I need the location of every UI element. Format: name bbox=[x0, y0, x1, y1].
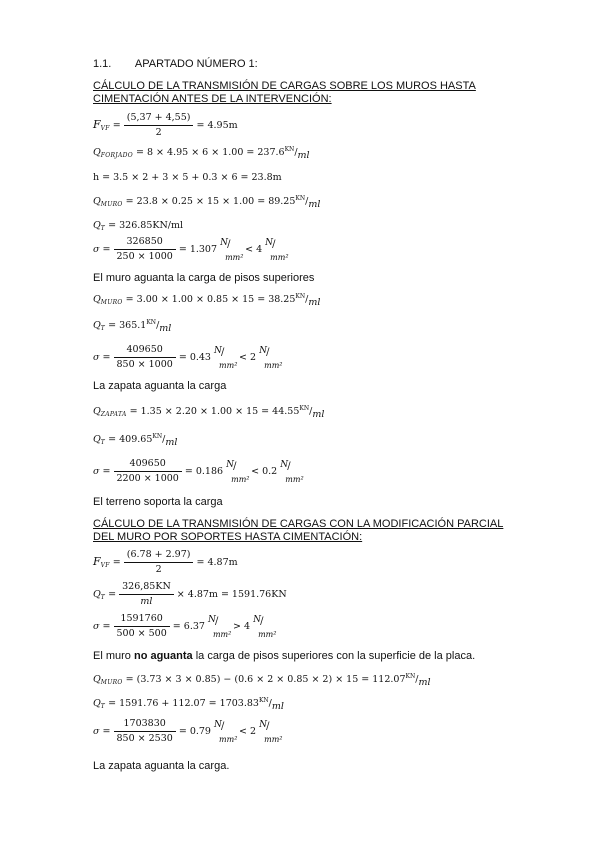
equation-qt-5: $Q_T = 1591.76 + 112.07 = 1703.83^{KN}/ml$ bbox=[93, 697, 284, 712]
equation-fvf-2: $F_{VF}$ = $\frac{(6.78 + 2.97)}{2}$ = 4.87m bbox=[93, 549, 238, 575]
equation-fvf: $F_{VF}$ = $\frac{(5,37 + 4,55)}{2}$ = 4.95m bbox=[93, 112, 238, 138]
equation-qt-4: $Q_T$ = $\frac{326,85KN}{ml}$ × 4.87m = 1591.76KN bbox=[93, 581, 287, 607]
equation-h: h = 3.5 × 2 + 3 × 5 + 0.3 × 6 = 23.8m bbox=[93, 172, 282, 183]
equation-qt-3: $Q_T = 409.65^{KN}/ml$ bbox=[93, 433, 178, 448]
equation-q-muro-2: $Q_{MURO} = 3.00 \times 1.00 \times 0.85 \times 15 = 38.25^{KN}/ml$ bbox=[93, 293, 321, 308]
equation-q-muro: $Q_{MURO} = 23.8 \times 0.25 \times 15 \times 1.00 = 89.25^{KN}/ml$ bbox=[93, 195, 321, 210]
equation-q-zapata: $Q_{ZAPATA} = 1.35 \times 2.20 \times 1.00 \times 15 = 44.55^{KN}/ml$ bbox=[93, 405, 325, 420]
text-zapata-aguanta-2: La zapata aguanta la carga. bbox=[93, 760, 230, 772]
text-muro-aguanta: El muro aguanta la carga de pisos superiores bbox=[93, 272, 315, 284]
equation-sigma-5: σ = $\frac{1703830}{850 \times 2530}$ = 0.79 N / mm² < 2 N / mm² bbox=[93, 718, 283, 744]
section-number: 1.1. bbox=[93, 58, 112, 70]
text-muro-no-aguanta: El muro no aguanta la carga de pisos superiores con la superficie de la placa. bbox=[93, 650, 476, 662]
equation-q-muro-3: $Q_{MURO} = (3.73 \times 3 \times 0.85) - (0.6 \times 2 \times 0.85 \times 2) \times 15 = 112.07^{KN}/ml$ bbox=[93, 673, 431, 688]
section2-title-line2: DEL MURO POR SOPORTES HASTA CIMENTACIÓN: bbox=[93, 531, 363, 543]
section2-title-line1: CÁLCULO DE LA TRANSMISIÓN DE CARGAS CON LA MODIFICACIÓN PARCIAL bbox=[93, 518, 504, 530]
equation-sigma-1: σ = $\frac{326850}{250 \times 1000}$ = 1.307 N / mm² < 4 N / mm² bbox=[93, 236, 289, 262]
text-terreno: El terreno soporta la carga bbox=[93, 496, 223, 508]
equation-sigma-4: σ = $\frac{1591760}{500 \times 500}$ = 6.37 N / mm² > 4 N / mm² bbox=[93, 613, 277, 639]
section1-title-line1: CÁLCULO DE LA TRANSMISIÓN DE CARGAS SOBRE LOS MUROS HASTA bbox=[93, 80, 476, 92]
equation-qt-2: $Q_T = 365.1^{KN}/ml$ bbox=[93, 319, 172, 334]
section1-title-line2: CIMENTACIÓN ANTES DE LA INTERVENCIÓN: bbox=[93, 93, 332, 105]
equation-sigma-3: σ = $\frac{409650}{2200 \times 1000}$ = 0.186 N / mm² < 0.2 N / mm² bbox=[93, 458, 304, 484]
section-heading bbox=[93, 58, 258, 71]
equation-q-forjado: $Q_{FORJADO} = 8 \times 4.95 \times 6 \times 1.00 = 237.6^{KN}/ml$ bbox=[93, 146, 310, 161]
equation-qt-1: $Q_T = 326.85KN/ml$ bbox=[93, 220, 184, 232]
text-zapata-aguanta: La zapata aguanta la carga bbox=[93, 380, 227, 392]
equation-sigma-2: σ = $\frac{409650}{850 \times 1000}$ = 0.43 N / mm² < 2 N / mm² bbox=[93, 344, 283, 370]
section-title: APARTADO NÚMERO 1: bbox=[134, 58, 258, 70]
